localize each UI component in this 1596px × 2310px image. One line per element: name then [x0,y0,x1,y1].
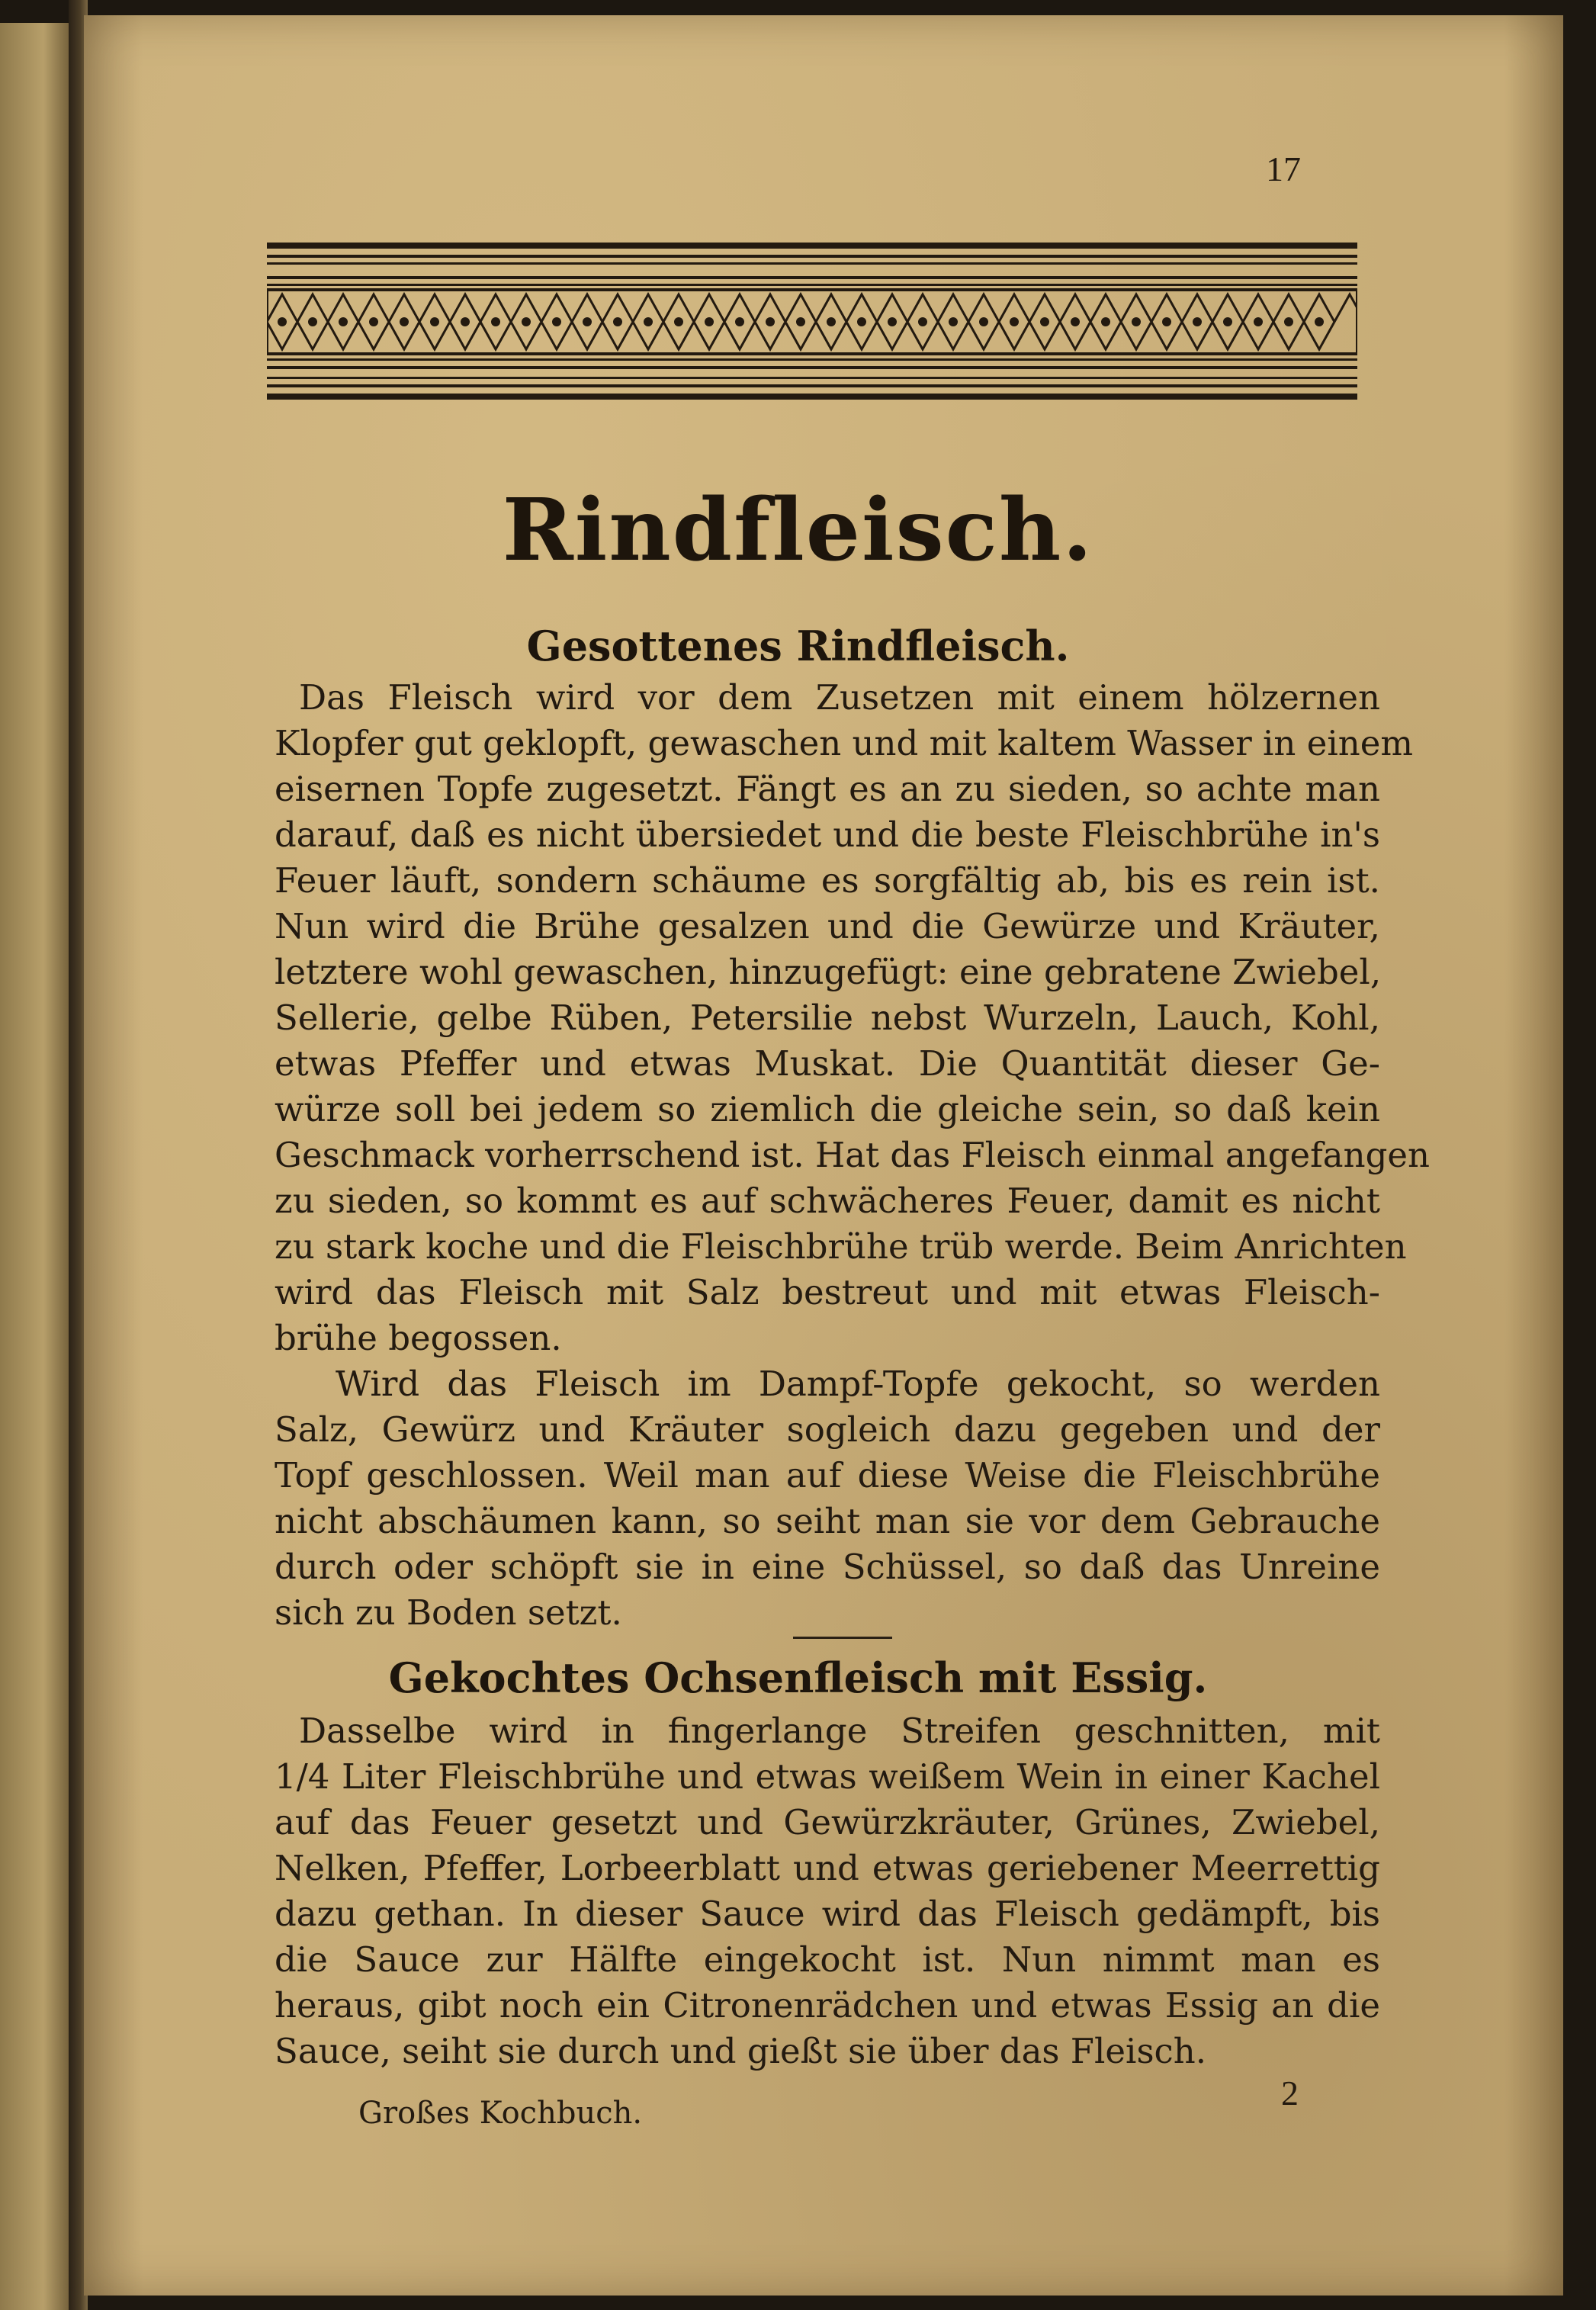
section-heading-gesottenes-rindfleisch: Gesottenes Rindfleisch. [526,622,1070,670]
footer-book-title: Großes Kochbuch. [358,2096,643,2131]
text-line: würze soll bei jedem so ziemlich die gleiche sein, so daß kein [275,1089,1380,1129]
text-line: auf das Feuer gesetzt und Gewürzkräuter, Grünes, Zwiebel, [275,1802,1380,1843]
text-line: Topf geschlossen. Weil man auf diese Weise die Fleischbrühe [275,1455,1380,1496]
text-line: Sellerie, gelbe Rüben, Petersilie nebst Wurzeln, Lauch, Kohl, [275,998,1380,1038]
text-line: heraus, gibt noch ein Citronenrädchen und etwas Essig an die [275,1985,1380,2026]
text-line: Salz, Gewürz und Kräuter sogleich dazu gegeben und der [275,1409,1380,1450]
text-line: Klopfer gut geklopft, gewaschen und mit kaltem Wasser in einem [275,723,1413,763]
text-line: Nelken, Pfeffer, Lorbeerblatt und etwas geriebener Meerrettig [275,1848,1380,1888]
section-separator [793,1637,892,1639]
text-line: Nun wird die Brühe gesalzen und die Gewürze und Kräuter, [275,906,1380,946]
text-line: eisernen Topfe zugesetzt. Fängt es an zu sieden, so achte man [275,769,1380,809]
section-heading-gekochtes-ochsenfleisch: Gekochtes Ochsenfleisch mit Essig. [388,1653,1208,1702]
facing-page-edge [0,23,72,2310]
text-line: Dasselbe wird in fingerlange Streifen geschnitten, mit [299,1711,1380,1751]
text-line: etwas Pfeffer und etwas Muskat. Die Quantität dieser Ge- [275,1043,1380,1084]
page-title: Rindfleisch. [502,480,1094,580]
text-line: 1/4 Liter Fleischbrühe und etwas weißem Wein in einer Kachel [275,1756,1380,1797]
text-line: darauf, daß es nicht übersiedet und die beste Fleischbrühe in's [275,814,1380,855]
decorative-header-ornament [267,243,1357,403]
page-number: 17 [1266,149,1301,188]
text-line: letztere wohl gewaschen, hinzugefügt: eine gebratene Zwiebel, [275,952,1382,992]
text-line: die Sauce zur Hälfte eingekocht ist. Nun nimmt man es [275,1939,1380,1980]
text-line: Feuer läuft, sondern schäume es sorgfältig ab, bis es rein ist. [275,860,1380,901]
text-line: Das Fleisch wird vor dem Zusetzen mit einem hölzernen [299,677,1380,718]
text-line: zu stark koche und die Fleischbrühe trüb werde. Beim Anrichten [275,1226,1407,1267]
text-line: zu sieden, so kommt es auf schwächeres Feuer, damit es nicht [275,1181,1380,1221]
text-line: dazu gethan. In dieser Sauce wird das Fleisch gedämpft, bis [275,1894,1380,1934]
signature-mark: 2 [1281,2074,1299,2112]
text-line: Wird das Fleisch im Dampf-Topfe gekocht, so werden [336,1364,1380,1404]
text-line: brühe begossen. [275,1318,562,1358]
text-line: nicht abschäumen kann, so seiht man sie vor dem Gebrauche [275,1501,1380,1541]
text-line: sich zu Boden setzt. [275,1592,622,1633]
text-line: durch oder schöpft sie in eine Schüssel, so daß das Unreine [275,1547,1380,1587]
text-line: Sauce, seiht sie durch und gießt sie über das Fleisch. [275,2031,1207,2071]
text-line: wird das Fleisch mit Salz bestreut und mit etwas Fleisch- [275,1272,1380,1312]
text-line: Geschmack vorherrschend ist. Hat das Fleisch einmal angefangen [275,1135,1431,1175]
